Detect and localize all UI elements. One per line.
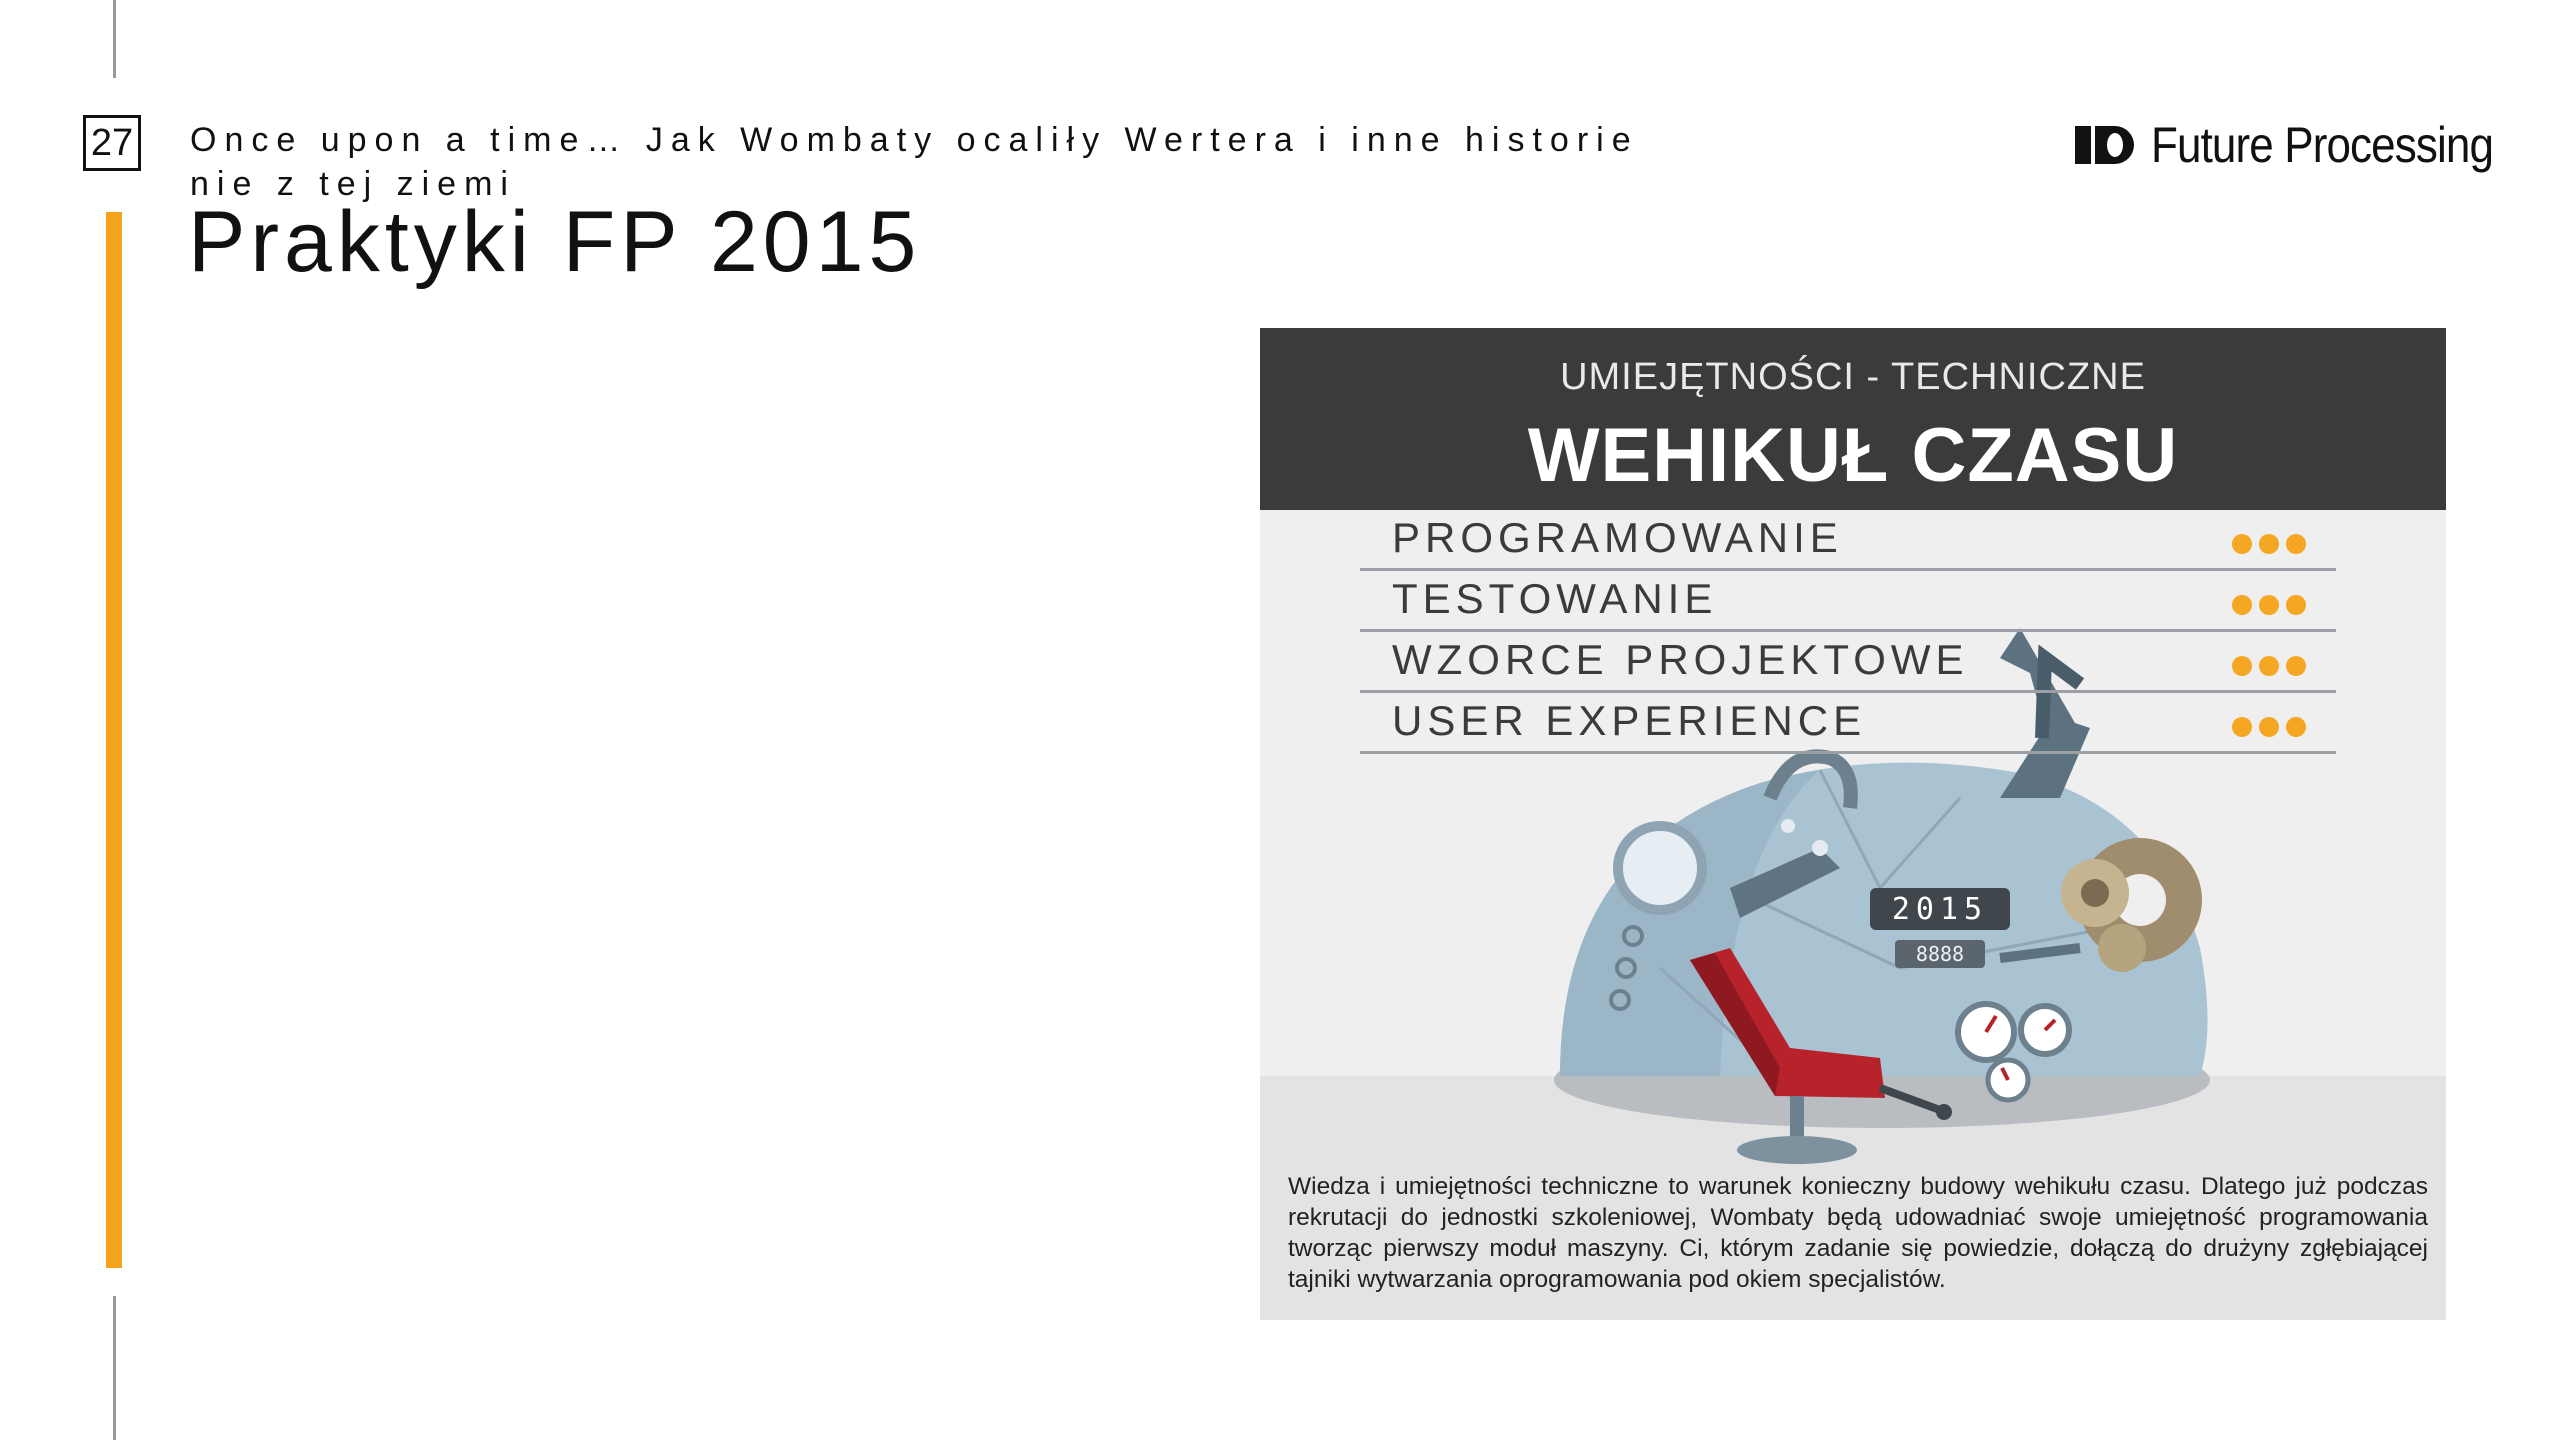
rating-dot [2232, 595, 2252, 615]
rating-dot [2286, 534, 2306, 554]
skill-rating [2232, 534, 2306, 554]
rating-dot [2259, 717, 2279, 737]
rivet [1812, 840, 1828, 856]
skill-row [1360, 508, 2336, 571]
skill-rating [2232, 717, 2306, 737]
card-heading: WEHIKUŁ CZASU [1527, 413, 2179, 498]
rating-dot [2286, 717, 2306, 737]
rating-dot [2232, 534, 2252, 554]
skill-label: USER EXPERIENCE [1392, 697, 1867, 744]
porthole [1618, 826, 1702, 910]
rating-dot [2286, 656, 2306, 676]
slide-subtitle: Once upon a time… Jak Wombaty ocaliły Wertera i inne historie nie z tej ziemi [190, 121, 1639, 203]
rating-dot [2259, 656, 2279, 676]
page-number: 27 [83, 115, 141, 171]
skill-row [1360, 630, 2336, 693]
top-divider-line [113, 0, 116, 78]
skill-row [1360, 569, 2336, 632]
card-kicker: UMIEJĘTNOŚCI - TECHNICZNE [1560, 356, 2146, 398]
bottom-divider-line [113, 1296, 116, 1440]
accent-bar [106, 212, 122, 1268]
card-description: Wiedza i umiejętności techniczne to warunek konieczny budowy wehikułu czasu. Dlatego już podczas rekrutacji do jednostki szkoleniowej, Wombaty będą udowadniać swoje umiejętność programowania tworząc pierwszy moduł maszyny. Ci, którym zadanie się powiedzie, dołączą do drużyny zgłębiającej tajniki wytwarzania oprogramowania pod okiem specjalistów. [1288, 1173, 2428, 1293]
time-machine-card [1260, 328, 2446, 1320]
rating-dot [2286, 595, 2306, 615]
future-processing-logo-icon [2075, 124, 2139, 166]
skill-row [1360, 691, 2336, 754]
skill-label: TESTOWANIE [1392, 575, 1718, 622]
company-logo [2075, 112, 2540, 178]
skill-rating [2232, 595, 2306, 615]
skill-rating [2232, 656, 2306, 676]
skill-label: WZORCE PROJEKTOWE [1392, 636, 1969, 683]
skill-label: PROGRAMOWANIE [1392, 514, 1843, 561]
rating-dot [2232, 717, 2252, 737]
rating-dot [2232, 656, 2252, 676]
rivet [1781, 819, 1795, 833]
rating-dot [2259, 595, 2279, 615]
slide-title: Praktyki FP 2015 [188, 194, 922, 290]
small-counter-text: 8888 [1915, 942, 1965, 966]
year-counter-text: 2015 [1891, 892, 1989, 927]
rating-dot [2259, 534, 2279, 554]
logo-text: Future Processing [2151, 117, 2494, 173]
